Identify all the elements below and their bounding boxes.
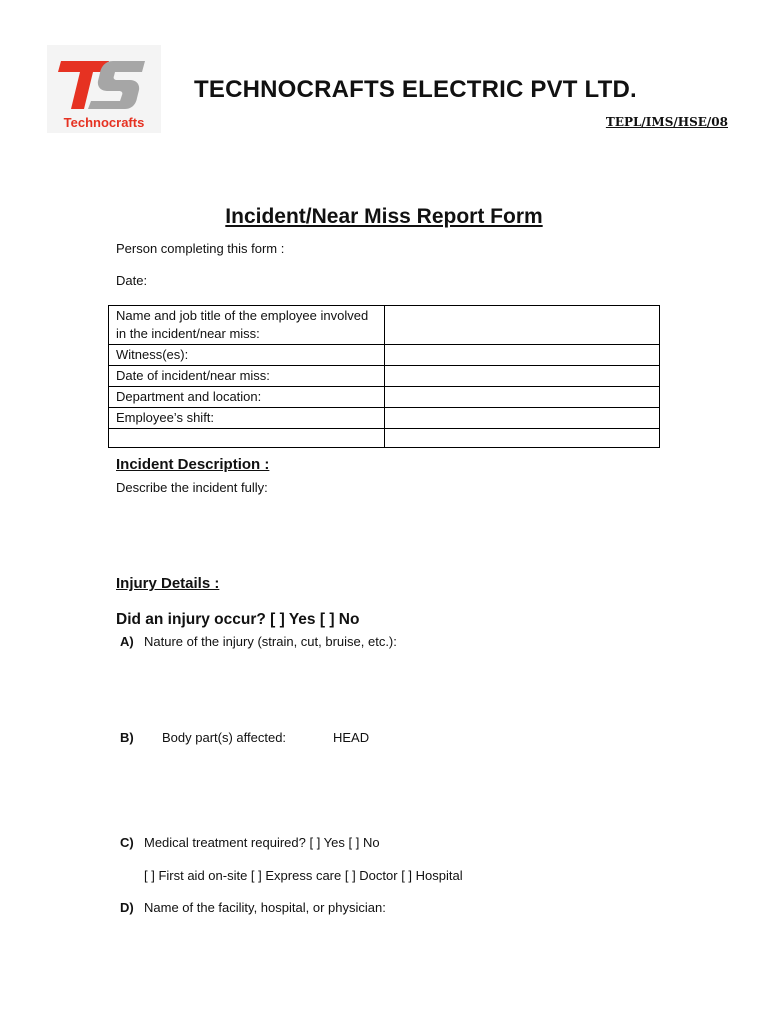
table-row (109, 408, 660, 429)
table-row (109, 366, 660, 387)
form-title: Incident/Near Miss Report Form (225, 205, 543, 228)
body-parts-label: Body part(s) affected: (162, 730, 287, 745)
table-row (109, 345, 660, 366)
item-a-letter: A) (120, 634, 134, 649)
row-value[interactable] (385, 408, 660, 429)
item-d-letter: D) (120, 900, 134, 915)
row-label: Date of incident/near miss: (109, 366, 385, 387)
table-row (109, 387, 660, 408)
row-value[interactable] (385, 387, 660, 408)
row-label (109, 429, 385, 448)
row-label: Department and location: (109, 387, 385, 408)
body-parts-value: HEAD (333, 730, 370, 745)
company-name: TECHNOCRAFTS ELECTRIC PVT LTD. (194, 76, 637, 103)
row-label: Name and job title of the employee involved in the incident/near miss: (109, 306, 385, 345)
row-value[interactable] (385, 429, 660, 448)
ts-logo-icon (47, 45, 161, 115)
row-label: Employee’s shift: (109, 408, 385, 429)
row-label: Witness(es): (109, 345, 385, 366)
row-value[interactable] (385, 366, 660, 387)
item-c-letter: C) (120, 835, 134, 850)
table-row (109, 306, 660, 345)
item-b-letter: B) (120, 730, 134, 745)
injury-occurred-question: Did an injury occur? [ ] Yes [ ] No (116, 611, 360, 628)
company-logo (47, 45, 161, 133)
injury-details-heading: Injury Details : (116, 575, 220, 592)
incident-description-prompt: Describe the incident fully: (116, 480, 268, 495)
date-label: Date: (116, 273, 148, 288)
nature-of-injury-label: Nature of the injury (strain, cut, bruise, etc.): (144, 634, 397, 649)
incident-description-heading: Incident Description : (116, 456, 270, 473)
employee-info-table (108, 305, 660, 448)
treatment-options: [ ] First aid on-site [ ] Express care [ ] Doctor [ ] Hospital (144, 868, 463, 883)
person-completing-label: Person completing this form : (116, 241, 285, 256)
facility-name-label: Name of the facility, hospital, or physician: (144, 900, 386, 915)
table-row (109, 429, 660, 448)
row-value[interactable] (385, 345, 660, 366)
medical-treatment-question: Medical treatment required? [ ] Yes [ ] No (144, 835, 380, 850)
logo-wordmark: Technocrafts (63, 115, 145, 130)
row-value[interactable] (385, 306, 660, 345)
document-reference: TEPL/IMS/HSE/08 (605, 115, 728, 129)
